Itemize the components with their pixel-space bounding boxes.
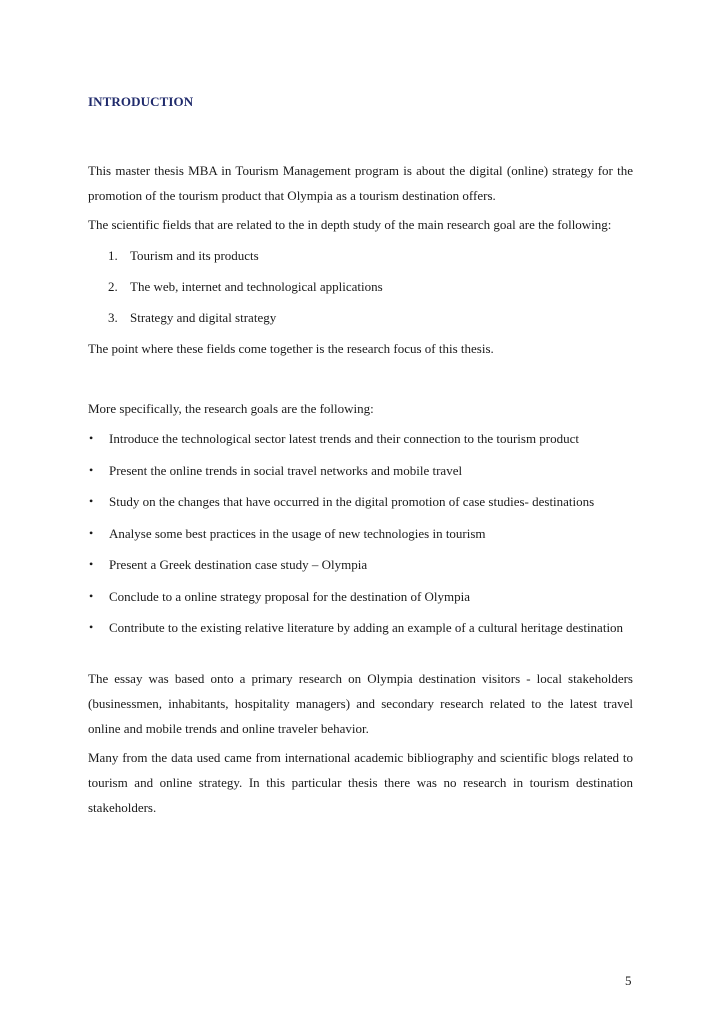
list-item xyxy=(88,426,633,451)
list-item xyxy=(88,274,633,305)
methodology-paragraph: The essay was based onto a primary research on Olympia destination visitors - local stakeholders (businessmen, inhabitants, hospitality managers) and secondary research related to the latest travel online and mobile trends and online traveler behavior. xyxy=(88,671,633,736)
bullet-icon: • xyxy=(89,557,94,571)
bullet-icon: • xyxy=(89,525,94,540)
list-item-text: Tourism and its products xyxy=(130,248,259,263)
list-item xyxy=(88,243,633,274)
list-item-text: The web, internet and technological applications xyxy=(130,279,383,294)
list-item-text: Conclude to a online strategy proposal for the destination of Olympia xyxy=(109,588,471,604)
bullet-icon: • xyxy=(89,462,94,477)
scientific-fields-list xyxy=(88,243,633,336)
bullet-icon: • xyxy=(89,620,94,634)
list-item-text: Analyse some best practices in the usage of new technologies in tourism xyxy=(109,525,486,541)
list-item-text: Present the online trends in social travel networks and mobile travel xyxy=(109,462,463,478)
list-item-text: Contribute to the existing relative literature by adding an example of a cultural heritage destination xyxy=(109,620,624,635)
section-heading: INTRODUCTION xyxy=(88,94,194,109)
list-item-number: 3. xyxy=(108,310,118,325)
research-focus-paragraph: The point where these fields come together is the research focus of this thesis. xyxy=(88,341,494,356)
list-item-text: Introduce the technological sector latest trends and their connection to the tourism product xyxy=(109,431,580,446)
list-item-number: 2. xyxy=(108,279,118,294)
list-item xyxy=(88,584,633,609)
list-item xyxy=(88,458,633,483)
bullet-icon: • xyxy=(89,431,94,445)
intro-paragraph: This master thesis MBA in Tourism Management program is about the digital (online) strategy for the promotion of the tourism product that Olympia as a tourism destination offers. xyxy=(88,163,633,203)
list-item-text: Present a Greek destination case study – Olympia xyxy=(109,557,368,572)
list-item xyxy=(88,521,633,546)
list-item-number: 1. xyxy=(108,248,118,263)
data-sources-paragraph: Many from the data used came from international academic bibliography and scientific blogs related to tourism and online strategy. In this particular thesis there was no research in tourism destination stakeholders. xyxy=(88,750,633,815)
list-item xyxy=(88,615,633,640)
bullet-icon: • xyxy=(89,588,94,603)
list-item xyxy=(88,305,633,336)
bullet-icon: • xyxy=(89,494,94,508)
list-item xyxy=(88,489,633,514)
list-item-text: Strategy and digital strategy xyxy=(130,310,277,325)
research-goals-list xyxy=(88,426,633,647)
fields-intro-paragraph: The scientific fields that are related to the in depth study of the main research goal are the following: xyxy=(88,217,612,232)
list-item xyxy=(88,552,633,577)
page-number: 5 xyxy=(625,973,632,988)
research-goals-intro-paragraph: More specifically, the research goals are the following: xyxy=(88,401,374,416)
list-item-text: Study on the changes that have occurred in the digital promotion of case studies- destinations xyxy=(109,494,595,509)
